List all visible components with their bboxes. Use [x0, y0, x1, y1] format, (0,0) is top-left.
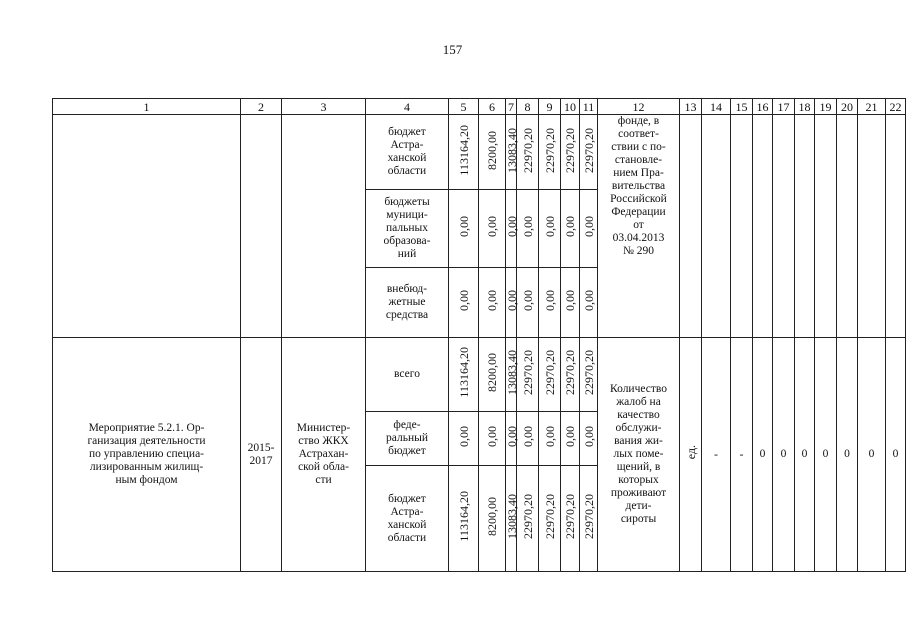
amount-cell: 8200,00 [485, 130, 499, 170]
amount-cell: 0,00 [485, 426, 499, 447]
page-number: 157 [442, 42, 463, 57]
col-header: 7 [506, 99, 517, 115]
value-cell: 0 [837, 338, 858, 572]
col-header: 2 [241, 99, 282, 115]
amount-cell: 22970,20 [563, 127, 577, 173]
col-header: 20 [837, 99, 858, 115]
value-cell: 0 [886, 338, 906, 572]
amount-cell: 0,00 [520, 290, 535, 311]
funding-source: бюджеты муници- пальных образова- ний [366, 190, 449, 268]
funding-source: всего [366, 338, 449, 412]
table-row [53, 115, 906, 190]
amount-cell: 0,00 [520, 426, 535, 447]
amount-cell: 8200,00 [485, 353, 499, 392]
table-row [53, 338, 906, 412]
amount-cell: 22970,20 [542, 127, 557, 173]
value-cell: - [702, 338, 731, 572]
amount-cell: 0,00 [542, 426, 557, 447]
empty-cell [702, 115, 731, 338]
funding-source: внебюд- жетные средства [366, 268, 449, 338]
col-header: 15 [731, 99, 753, 115]
amount-cell: 0,00 [563, 216, 577, 237]
amount-cell: 22970,20 [563, 350, 577, 395]
funding-source: бюджет Астра- ханской области [366, 115, 449, 190]
indicator-cell: Количество жалоб на качество обслужи- вания жи- лых поме- щений, в которых проживают дети- сироты [598, 338, 680, 572]
col-header: 3 [282, 99, 366, 115]
empty-cell [886, 115, 906, 338]
amount-cell: 8200,00 [485, 497, 499, 536]
value-cell: 0 [795, 338, 815, 572]
amount-cell: 0,00 [581, 426, 596, 447]
amount-cell: 13083,40 [505, 350, 519, 395]
amount-cell: 22970,20 [563, 494, 577, 539]
col-header: 16 [753, 99, 773, 115]
col-header: 22 [886, 99, 906, 115]
amount-cell: 113164,20 [456, 491, 471, 542]
empty-cell [753, 115, 773, 338]
amount-cell: 0,00 [563, 426, 577, 447]
value-cell: 0 [753, 338, 773, 572]
amount-cell: 113164,20 [456, 347, 471, 398]
amount-cell: 0,00 [520, 216, 535, 237]
col-header: 8 [517, 99, 539, 115]
amount-cell: 13083,40 [505, 127, 519, 173]
empty-cell [858, 115, 886, 338]
amount-cell: 0,00 [485, 290, 499, 311]
col-header: 5 [449, 99, 479, 115]
value-cell: 0 [815, 338, 837, 572]
col-header: 9 [539, 99, 561, 115]
amount-cell: 0,00 [581, 216, 596, 237]
col-header: 11 [580, 99, 598, 115]
amount-cell: 0,00 [505, 426, 519, 447]
amount-cell: 22970,20 [581, 127, 596, 173]
amount-cell: 22970,20 [520, 350, 535, 395]
amount-cell: 0,00 [505, 216, 519, 237]
col-header: 21 [858, 99, 886, 115]
implementation-years: 2015- 2017 [241, 338, 282, 572]
amount-cell: 22970,20 [581, 494, 596, 539]
amount-cell: 22970,20 [520, 127, 535, 173]
amount-cell: 0,00 [485, 216, 499, 237]
amount-cell: 13083,40 [505, 494, 519, 539]
empty-cell [773, 115, 795, 338]
amount-cell: 22970,20 [520, 494, 535, 539]
indicator-cell: фонде, в соответ- ствии с по- становле- нием Пра- вительства Российской Федерации от 03.04.2013 № 290 [598, 115, 680, 338]
measure-cell-empty [53, 115, 241, 338]
amount-cell: 0,00 [456, 290, 471, 311]
executor-cell-empty [282, 115, 366, 338]
col-header: 12 [598, 99, 680, 115]
col-header: 19 [815, 99, 837, 115]
header-row [53, 99, 906, 115]
funding-source: бюджет Астра- ханской области [366, 466, 449, 572]
amount-cell: 0,00 [456, 426, 471, 447]
col-header: 17 [773, 99, 795, 115]
amount-cell: 0,00 [456, 216, 471, 237]
executor: Министер- ство ЖКХ Астрахан- ской обла- сти [282, 338, 366, 572]
value-cell: 0 [858, 338, 886, 572]
funding-source: феде- ральный бюджет [366, 412, 449, 466]
amount-cell: 22970,20 [542, 494, 557, 539]
amount-cell: 0,00 [542, 290, 557, 311]
empty-cell [795, 115, 815, 338]
empty-cell [731, 115, 753, 338]
col-header: 10 [561, 99, 580, 115]
col-header: 13 [680, 99, 702, 115]
amount-cell: 113164,20 [456, 124, 471, 176]
empty-cell [837, 115, 858, 338]
amount-cell: 22970,20 [542, 350, 557, 395]
col-header: 4 [366, 99, 449, 115]
amount-cell: 22970,20 [581, 350, 596, 395]
col-header: 14 [702, 99, 731, 115]
amount-cell: 0,00 [505, 290, 519, 311]
years-cell-empty [241, 115, 282, 338]
col-header: 18 [795, 99, 815, 115]
value-cell: 0 [773, 338, 795, 572]
value-cell: - [731, 338, 753, 572]
col-header: 6 [479, 99, 506, 115]
amount-cell: 0,00 [581, 290, 596, 311]
empty-cell [680, 115, 702, 338]
empty-cell [815, 115, 837, 338]
amount-cell: 0,00 [542, 216, 557, 237]
measure-name: Мероприятие 5.2.1. Ор- ганизация деятельности по управлению специа- лизированным жилищ- ным фондом [53, 338, 241, 572]
unit-cell: ед. [680, 338, 702, 572]
amount-cell: 0,00 [563, 290, 577, 311]
col-header: 1 [53, 99, 241, 115]
program-table [52, 98, 906, 572]
